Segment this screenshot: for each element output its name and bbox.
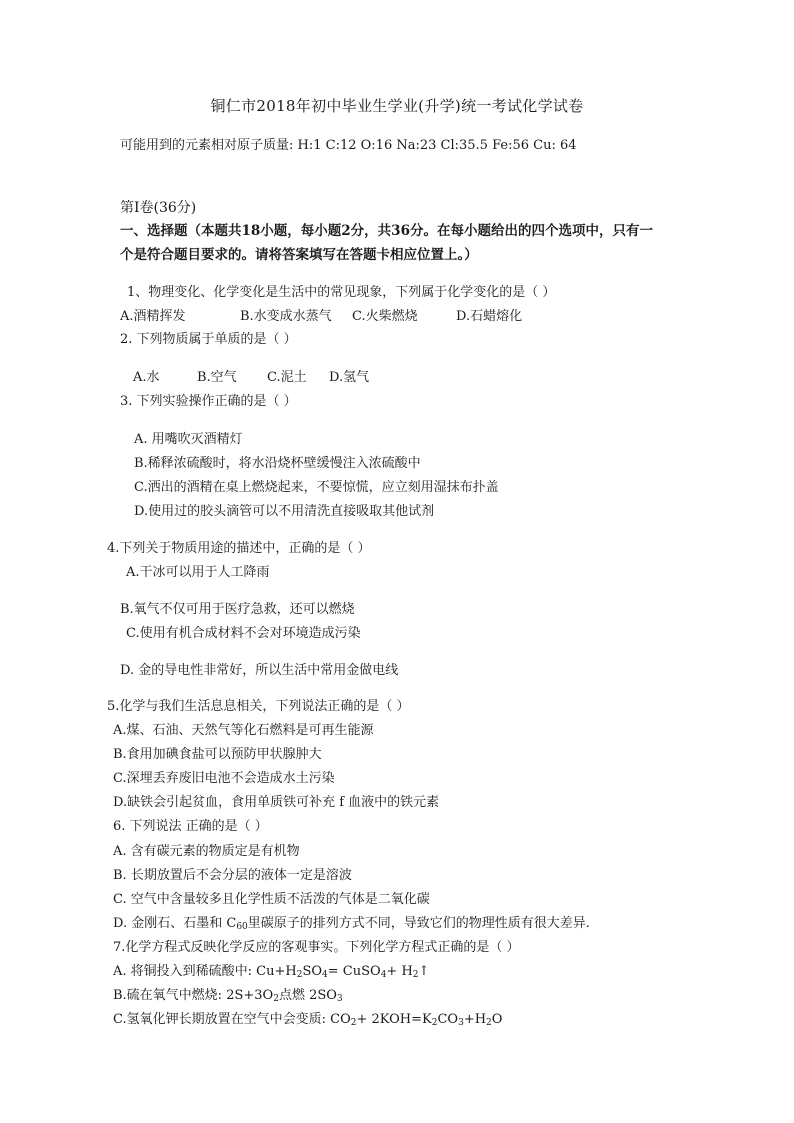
question-6-option-a: A. 含有碳元素的物质定是有机物	[113, 844, 300, 859]
option-a: A.酒精挥发	[120, 309, 186, 324]
instructions-line-1: 一、选择题（本题共18小题，每小题2分，共36分。在每小题给出的四个选项中，只有一	[120, 223, 653, 239]
question-3-option-a: A. 用嘴吹灭酒精灯	[134, 432, 243, 447]
question-6-stem: 6. 下列说法 正确的是（ ）	[113, 819, 268, 834]
question-3-option-b: B.稀释浓硫酸时，将水沿烧杯壁缓慢注入浓硫酸中	[134, 456, 421, 471]
option-d: D.石蜡熔化	[456, 309, 523, 324]
question-3-stem: 3. 下列实验操作正确的是（ ）	[120, 394, 297, 409]
instructions-line-2: 个是符合题目要求的。请将答案填写在答题卡相应位置上。）	[120, 247, 478, 263]
question-4-stem: 4.下列关于物质用途的描述中，正确的是（ ）	[107, 541, 371, 556]
question-1-options	[120, 308, 522, 326]
option-b: B.水变成水蒸气	[240, 309, 332, 324]
question-7-stem: 7.化学方程式反映化学反应的客观事实。下列化学方程式正确的是（ ）	[113, 940, 520, 955]
atomic-masses-line: 可能用到的元素相对原子质量: H:1 C:12 O:16 Na:23 Cl:35.5 Fe:56 Cu: 64	[120, 138, 577, 153]
question-4-option-b: B.氧气不仅可用于医疗急救，还可以燃烧	[120, 602, 355, 617]
question-5-option-c: C.深埋丢弃废旧电池不会造成水土污染	[113, 771, 335, 786]
question-6-option-c: C. 空气中含量较多且化学性质不活泼的气体是二氧化碳	[113, 892, 430, 907]
question-6-option-d: D. 金刚石、石墨和 $C_{60}$里碳原子的排列方式不同，导致它们的物理性质有很大差异.	[113, 916, 590, 932]
question-7-option-b: B.硫在氧气中燃烧: $2S+3O_2$点燃 $2SO_3$	[113, 988, 343, 1004]
question-1-stem: 1、物理变化、化学变化是生活中的常见现象，下列属于化学变化的是（ ）	[127, 285, 556, 300]
question-7-option-c: C.氢氧化钾长期放置在空气中会变质: $CO_2+ 2KOH=K_2CO_3+H_2O$	[113, 1012, 503, 1028]
question-4-option-a: A.干冰可以用于人工降雨	[126, 565, 270, 580]
question-5-option-d: D.缺铁会引起贫血，食用单质铁可补充 f 血液中的铁元素	[113, 795, 440, 810]
option-c: C.火柴燃烧	[352, 309, 418, 324]
question-5-option-b: B.食用加碘食盐可以预防甲状腺肿大	[113, 747, 322, 762]
question-2-stem: 2. 下列物质属于单质的是（ ）	[120, 332, 297, 347]
question-3-option-d: D.使用过的胶头滴管可以不用清洗直接吸取其他试剂	[134, 504, 435, 519]
exam-title: 铜仁市2018年初中毕业生学业(升学)统一考试化学试卷	[210, 97, 584, 115]
option-d: D.氢气	[329, 370, 370, 385]
question-2-options	[133, 369, 369, 387]
option-b: B.空气	[197, 370, 237, 385]
question-5-stem: 5.化学与我们生活息息相关，下列说法正确的是（ ）	[107, 699, 410, 714]
option-c: C.泥土	[267, 370, 307, 385]
option-a: A.水	[133, 370, 160, 385]
question-6-option-b: B. 长期放置后不会分层的液体一定是溶波	[113, 868, 352, 883]
question-3-option-c: C.洒出的酒精在桌上燃烧起来，不要惊慌，应立刻用湿抹布扑盖	[134, 480, 499, 495]
question-4-option-d: D. 金的导电性非常好，所以生活中常用金做电线	[120, 663, 399, 678]
question-7-option-a: A. 将铜投入到稀硫酸中: $Cu+H_2SO_4=$ CuSO$_4$+ $H_2↑$	[113, 964, 430, 980]
question-5-option-a: A.煤、石油、天然气等化石燃料是可再生能源	[113, 723, 374, 738]
section-heading: 第Ⅰ卷(36分)	[120, 200, 197, 216]
question-4-option-c: C.使用有机合成材料不会对环境造成污染	[126, 626, 361, 641]
